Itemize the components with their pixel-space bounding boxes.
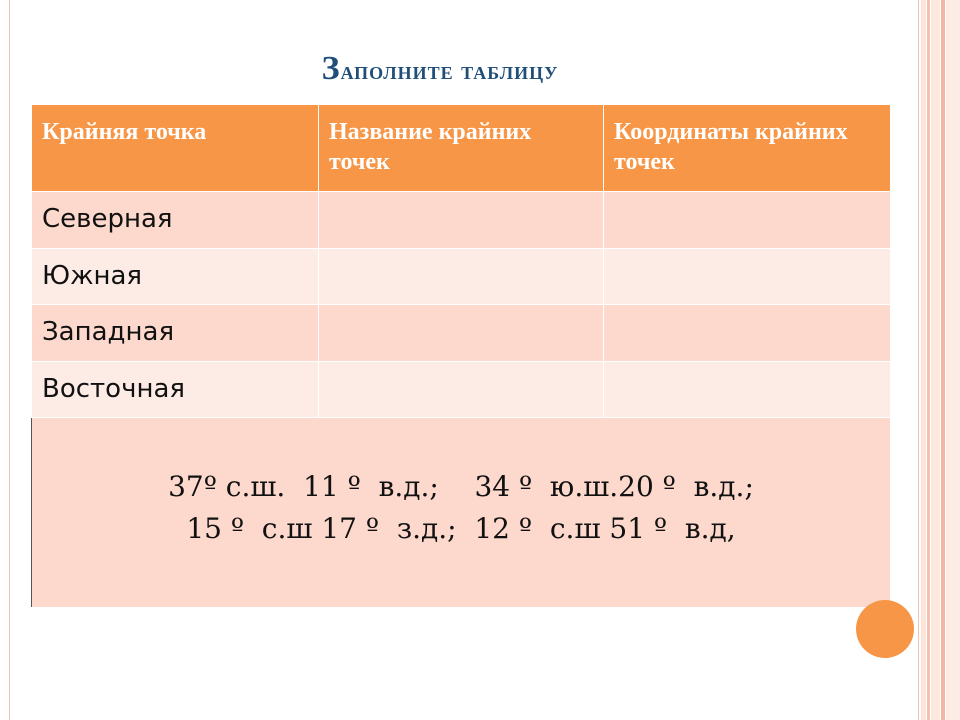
- table-header-row: [32, 105, 891, 192]
- decor-stripe: [946, 0, 960, 720]
- cell-name-west[interactable]: [319, 305, 604, 362]
- coords-options-line-2: 15 º с.ш 17 º з.д.; 12 º с.ш 51 º в.д,: [186, 511, 736, 545]
- table-row: [32, 362, 891, 418]
- table-row: [32, 249, 891, 305]
- row-label-south: Южная: [32, 249, 319, 305]
- title-rest: аполните таблицу: [340, 56, 559, 85]
- decor-circle: [856, 600, 914, 658]
- cell-name-north[interactable]: [319, 192, 604, 249]
- points-table: [31, 104, 891, 608]
- row-label-west: Западная: [32, 305, 319, 362]
- cell-coords-south[interactable]: [604, 249, 891, 305]
- title-first-letter: З: [321, 50, 341, 87]
- cell-coords-north[interactable]: [604, 192, 891, 249]
- decor-stripe: [927, 0, 930, 720]
- table-row: [32, 305, 891, 362]
- cell-name-south[interactable]: [319, 249, 604, 305]
- row-label-north: Северная: [32, 192, 319, 249]
- decor-stripe: [921, 0, 926, 720]
- header-point-name: Название крайних точек: [319, 105, 604, 192]
- cell-coords-east[interactable]: [604, 362, 891, 418]
- decor-stripe: [941, 0, 945, 720]
- row-label-east: Восточная: [32, 362, 319, 418]
- table-row: [32, 192, 891, 249]
- cell-name-east[interactable]: [319, 362, 604, 418]
- coords-options-cell: [32, 418, 891, 608]
- header-extreme-point: Крайняя точка: [32, 105, 319, 192]
- coords-options-line-1: 37º с.ш. 11 º в.д.; 34 º ю.ш.20 º в.д.;: [168, 469, 754, 503]
- coords-options-row: [32, 418, 891, 608]
- slide-title: [200, 50, 680, 88]
- decor-stripe: [931, 0, 940, 720]
- cell-coords-west[interactable]: [604, 305, 891, 362]
- header-point-coords: Координаты крайних точек: [604, 105, 891, 192]
